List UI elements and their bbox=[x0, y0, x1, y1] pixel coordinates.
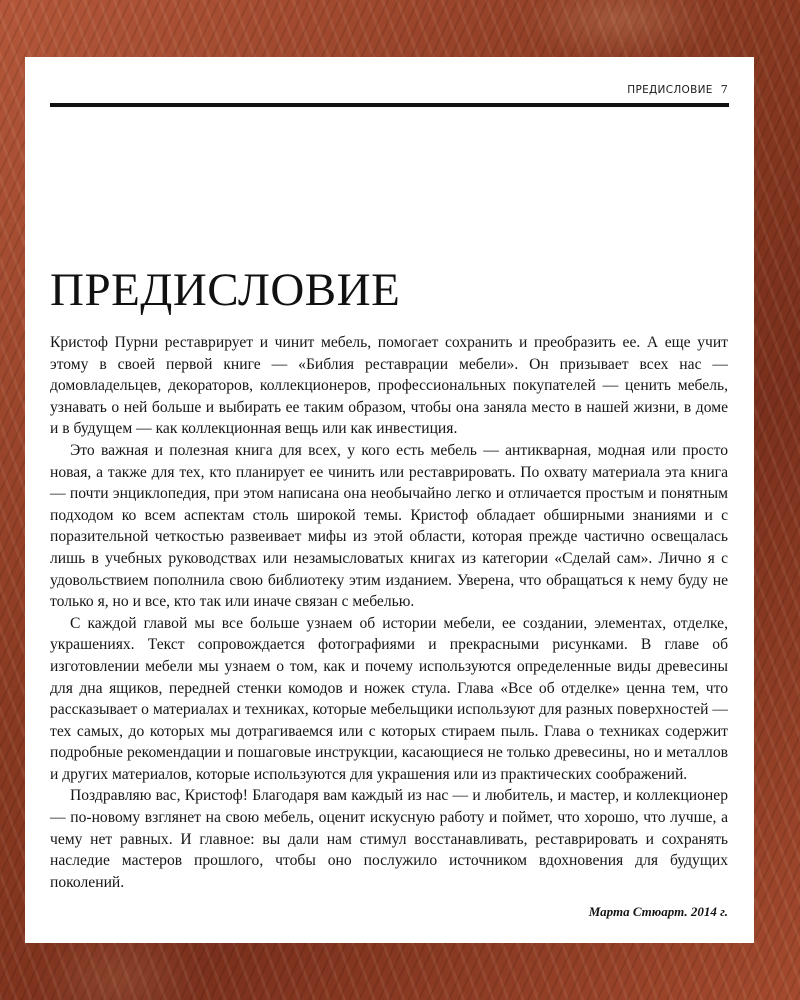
paragraph: С каждой главой мы все больше узнаем об истории мебели, ее создании, элементах, отделке, украшениях. Текст сопровождается фотографиями и прекрасными рисунками. В главе об изготовлении мебели мы узнаем о том, как и почему используются определенные виды древесины для дна ящиков, передней стенки комодов и ножек стула. Глава «Все об отделке» ценна тем, что рассказывает о материалах и техниках, которые мебельщики используют для разных поверхностей — тех самых, до которых мы дотрагиваемся или с которых стираем пыль. Глава о техниках содержит подробные рекомендации и пошаговые инструкции, касающиеся не только древесины, но и металлов и других материалов, которые используются для украшения или из практических соображений. bbox=[50, 614, 728, 783]
header-rule bbox=[50, 103, 729, 107]
signature: Марта Стюарт. 2014 г. bbox=[588, 904, 728, 919]
paragraph: Кристоф Пурни реставрирует и чинит мебель, помогает сохранить и преобразить ее. А еще учит этому в своей первой книге — «Библия реставрации мебели». Он призывает всех нас — домовладельцев, декораторов, коллекционеров, профессиональных покупателей — ценить мебель, узнавать о ней больше и выбирать ее таким образом, чтобы она заняла место в нашей жизни, в доме и в будущем — как коллекционная вещь или как инвестиция. bbox=[50, 334, 728, 438]
running-head-section: ПРЕДИСЛОВИЕ bbox=[627, 84, 713, 96]
book-page bbox=[25, 57, 754, 943]
body-text bbox=[50, 332, 728, 893]
page-number: 7 bbox=[720, 83, 728, 96]
running-head bbox=[627, 83, 728, 96]
paragraph: Поздравляю вас, Кристоф! Благодаря вам каждый из нас — и любитель, и мастер, и коллекционер — по-новому взглянет на свою мебель, оценит искусную работу и поймет, что хорошо, что лучше, а чему нет равных. И главное: вы дали нам стимул восстанавливать, реставрировать и сохранять наследие мастеров прошлого, чтобы оно послужило источником вдохновения для будущих поколений. bbox=[50, 787, 728, 891]
paragraph: Это важная и полезная книга для всех, у кого есть мебель — антикварная, модная или просто новая, а также для тех, кто планирует ее чинить или реставрировать. По охвату материала эта книга — почти энциклопедия, при этом написана она необычайно легко и отличается простым и понятным подходом ко всем аспектам столь широкой темы. Кристоф обладает обширными знаниями и с поразительной четкостью развеивает мифы из этой области, которая прежде частично освещалась лишь в учебных руководствах или незамысловатых книгах из категории «Сделай сам». Лично я с удовольствием пополнила свою библиотеку этим изданием. Уверена, что обращаться к нему буду не только я, но и все, кто так или иначе связан с мебелью. bbox=[50, 441, 728, 611]
chapter-title: ПРЕДИСЛОВИЕ bbox=[50, 264, 401, 316]
